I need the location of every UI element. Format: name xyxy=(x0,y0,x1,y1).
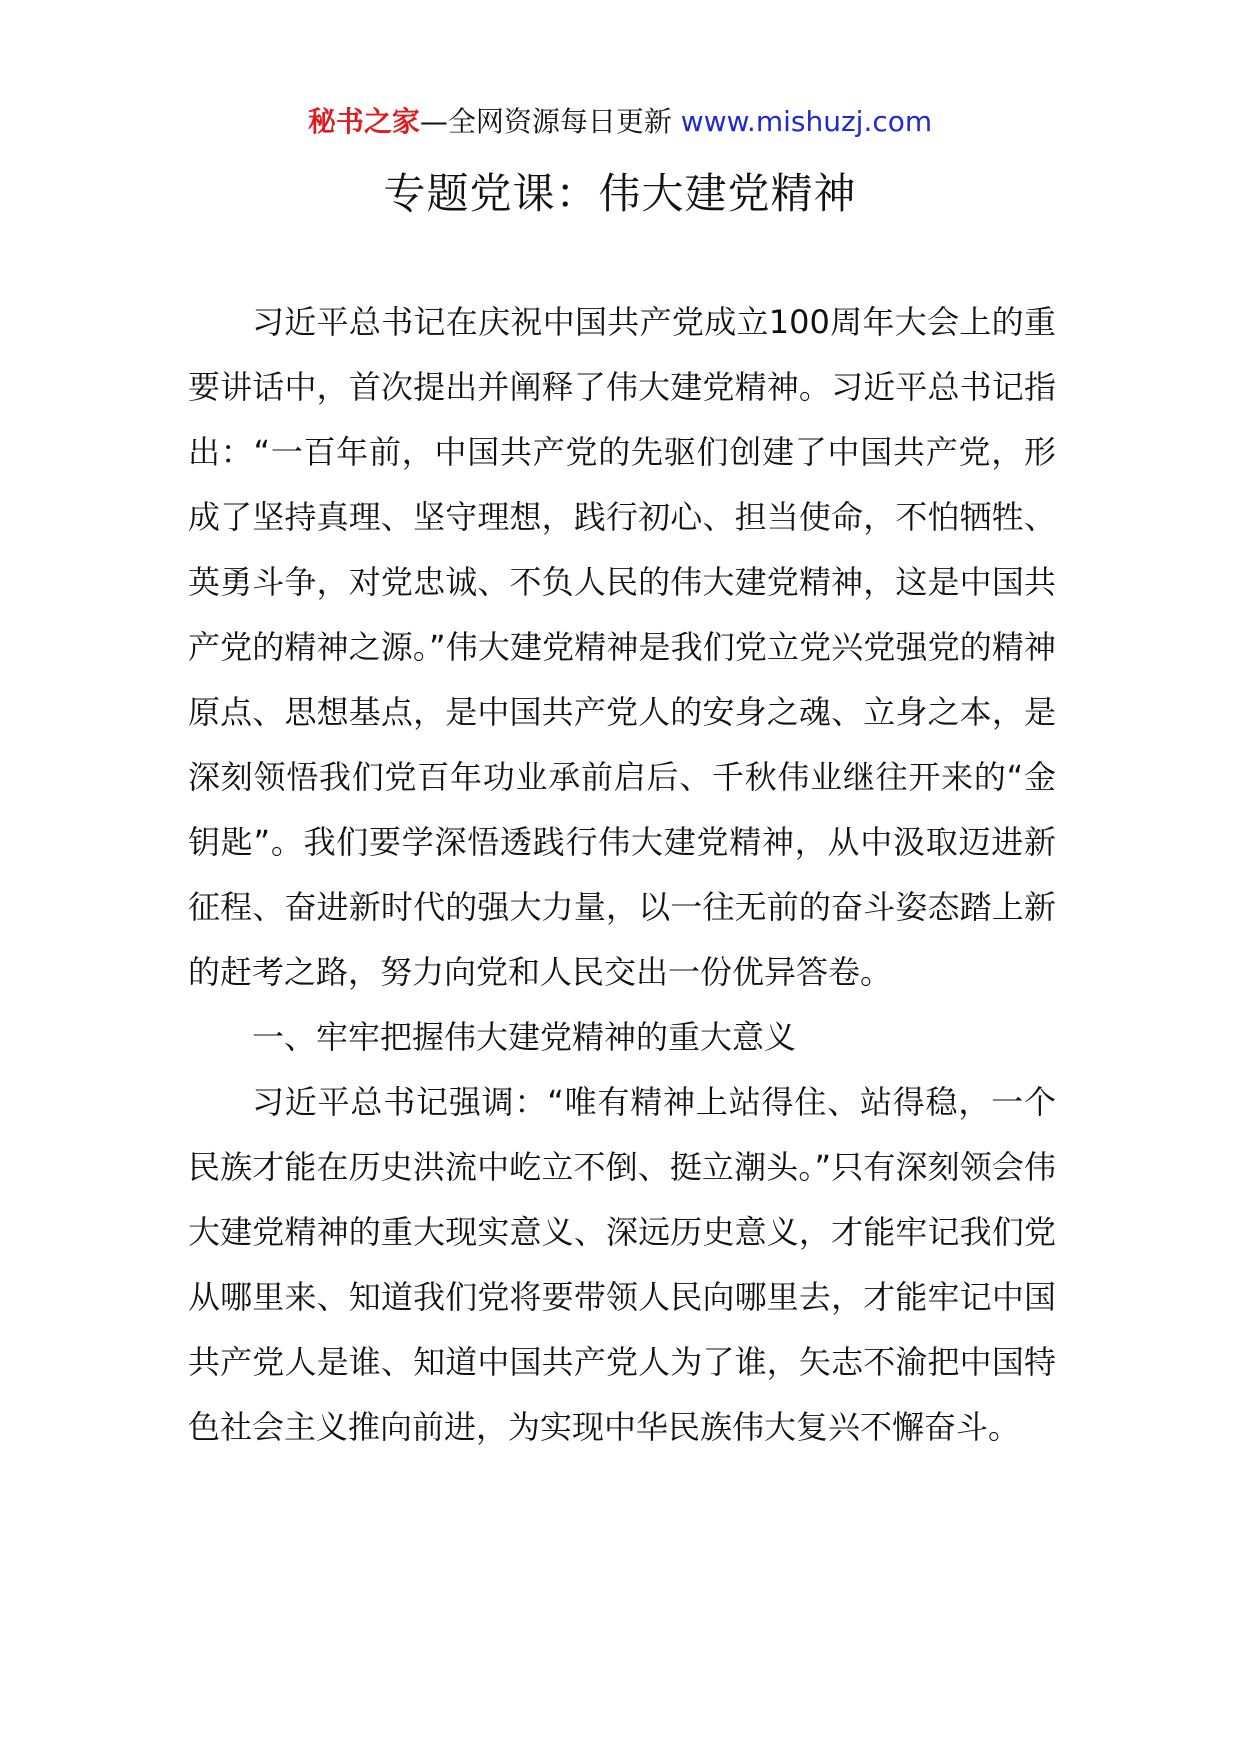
section-heading-1: 一、牢牢把握伟大建党精神的重大意义 xyxy=(252,1018,797,1056)
site-url-link[interactable]: www.mishuzj.com xyxy=(680,105,933,138)
paragraph-intro: 习近平总书记在庆祝中国共产党成立100周年大会上的重要讲话中，首次提出并阐释了伟大建党精神。习近平总书记指出：“一百年前，中国共产党的先驱们创建了中国共产党，形成了坚持真理、坚守理想，践行初心、担当使命，不怕牺牲、英勇斗争，对党忠诚、不负人民的伟大建党精神，这是中国共产党的精神之源。”伟大建党精神是我们党立党兴党强党的精神原点、思想基点，是中国共产党人的安身之魂、立身之本，是深刻领悟我们党百年功业承前启后、千秋伟业继往开来的“金钥匙”。我们要学深悟透践行伟大建党精神，从中汲取迈进新征程、奋进新时代的强大力量，以一往无前的奋斗姿态踏上新的赶考之路，努力向党和人民交出一份优异答卷。 xyxy=(188,303,1056,991)
paragraph-section-1: 习近平总书记强调：“唯有精神上站得住、站得稳，一个民族才能在历史洪流中屹立不倒、挺立潮头。”只有深刻领会伟大建党精神的重大现实意义、深远历史意义，才能牢记我们党从哪里来、知道我们党将要带领人民向哪里去，才能牢记中国共产党人是谁、知道中国共产党人为了谁，矢志不渝把中国特色社会主义推向前进，为实现中华民族伟大复兴不懈奋斗。 xyxy=(188,1083,1056,1446)
site-tagline: —全网资源每日更新 xyxy=(419,105,672,138)
site-brand: 秘书之家 xyxy=(307,105,420,138)
document-body xyxy=(188,290,1056,1460)
site-header xyxy=(0,100,1240,144)
document-title: 专题党课：伟大建党精神 xyxy=(383,169,857,218)
